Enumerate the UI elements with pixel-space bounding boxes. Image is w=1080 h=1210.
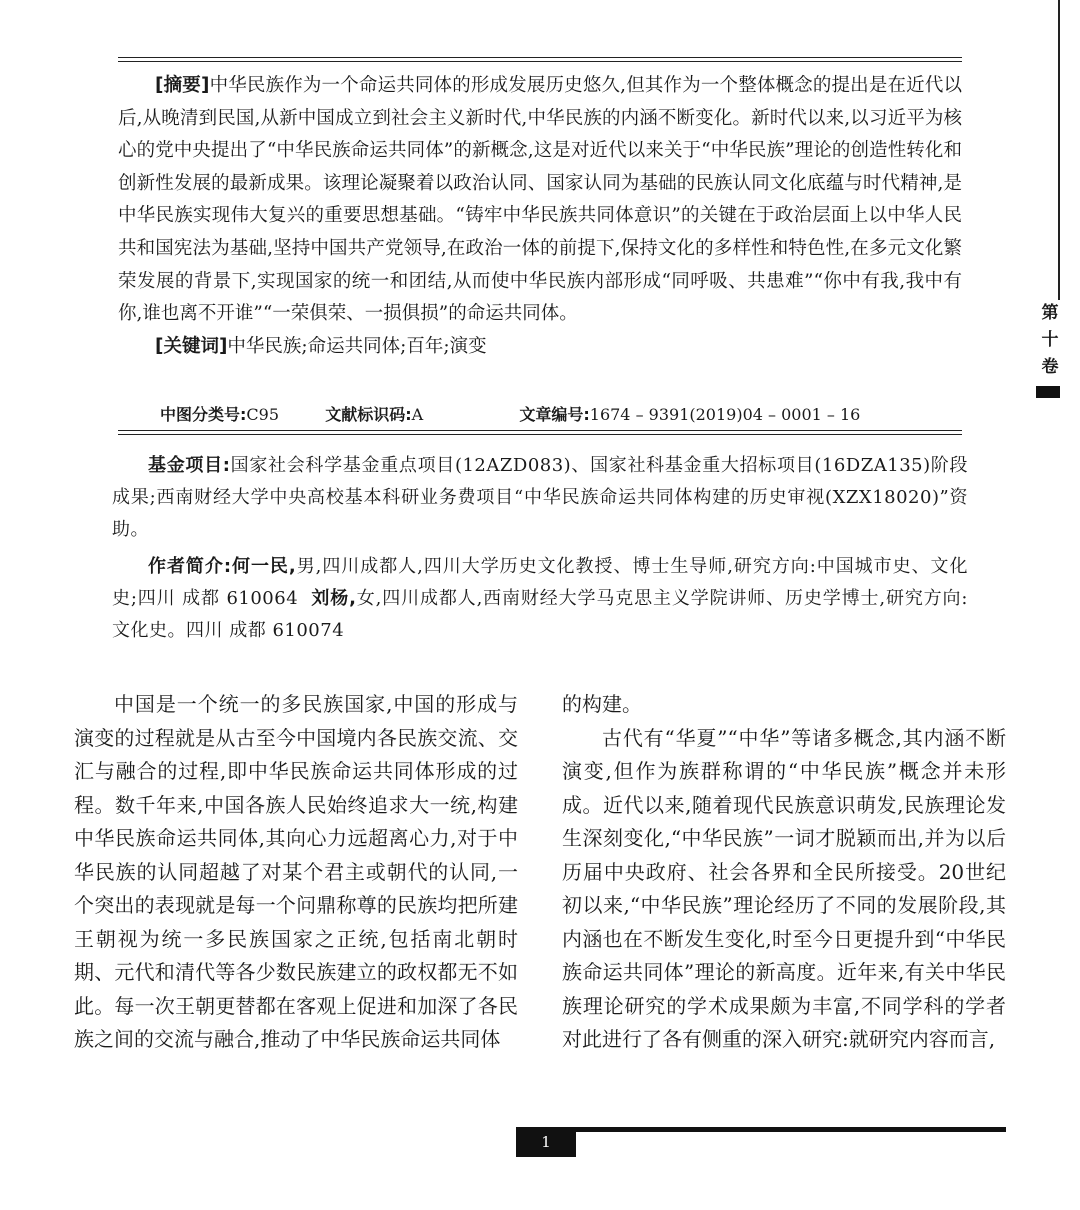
side-tab-marker <box>1036 386 1060 398</box>
footer-bar <box>576 1127 1006 1132</box>
body-continuation: 的构建。 <box>562 692 642 716</box>
article-no-value: 1674 – 9391(2019)04 – 0001 – 16 <box>589 405 861 424</box>
page-number: 1 <box>516 1127 576 1157</box>
author1-name: 何一民, <box>231 555 297 577</box>
side-tab-char: 卷 <box>1041 357 1059 377</box>
abstract-paragraph <box>118 70 962 331</box>
author-label: 作者简介: <box>148 555 232 577</box>
abstract-top-rule-2 <box>118 61 962 62</box>
abstract-bottom-rule-2 <box>118 434 962 435</box>
fund-text: 国家社会科学基金重点项目(12AZD083)、国家社科基金重大招标项目(16DZA135)阶段成果;西南财经大学中央高校基本科研业务费项目“中华民族命运共同体构建的历史审视(XZX18020)”资助。 <box>112 455 968 541</box>
abstract-text: 中华民族作为一个命运共同体的形成发展历史悠久,但其作为一个整体概念的提出是在近代以后,从晚清到民国,从新中国成立到社会主义新时代,中华民族的内涵不断变化。新时代以来,以习近平为核心的党中央提出了“中华民族命运共同体”的新概念,这是对近代以来关于“中华民族”理论的创造性转化和创新性发展的最新成果。该理论凝聚着以政治认同、国家认同为基础的民族认同文化底蕴与时代精神,是中华民族实现伟大复兴的重要思想基础。“铸牢中华民族共同体意识”的关键在于政治层面上以中华人民共和国宪法为基础,坚持中国共产党领导,在政治一体的前提下,保持文化的多样性和特色性,在多元文化繁荣发展的背景下,实现国家的统一和团结,从而使中华民族内部形成“同呼吸、共患难”“你中有我,我中有你,谁也离不开谁”“一荣俱荣、一损俱损”的命运共同体。 <box>118 75 962 325</box>
author2-name: 刘杨, <box>311 587 357 609</box>
abstract-label: [摘要] <box>155 75 210 96</box>
fund-paragraph <box>112 450 968 547</box>
body-column-right <box>562 688 1006 1057</box>
clc-label: 中图分类号: <box>160 405 247 424</box>
abstract-top-rule <box>118 57 962 58</box>
keywords-label: [关键词] <box>155 335 228 357</box>
right-margin-rule <box>1058 0 1060 300</box>
author1-text: 男,四川成都人,四川大学历史文化教授、博士生导师,研究方向:中国城市史、文化史;四川 成都 610064 <box>112 555 968 609</box>
fund-label: 基金项目: <box>148 455 231 476</box>
article-no-label: 文章编号: <box>519 405 590 424</box>
abstract-block <box>118 70 962 363</box>
keywords-text: 中华民族;命运共同体;百年;演变 <box>227 335 487 357</box>
fund-author-block <box>112 450 968 647</box>
doc-code-label: 文献标识码: <box>325 405 412 424</box>
abstract-bottom-rule <box>118 430 962 431</box>
doc-code-value: A <box>411 405 424 424</box>
body-column-left <box>74 688 518 1057</box>
author2-text: 女,四川成都人,西南财经大学马克思主义学院讲师、历史学博士,研究方向:文化史。四川 成都 610074 <box>112 587 968 642</box>
keywords-line <box>118 331 962 364</box>
side-tab-char: 十 <box>1041 330 1059 350</box>
clc-value: C95 <box>246 405 280 424</box>
body-paragraph: 中国是一个统一的多民族国家,中国的形成与演变的过程就是从古至今中国境内各民族交流、交汇与融合的过程,即中华民族命运共同体形成的过程。数千年来,中国各族人民始终追求大一统,构建中华民族命运共同体,其向心力远超离心力,对于中华民族的认同超越了对某个君主或朝代的认同,一个突出的表现就是每一个问鼎称尊的民族均把所建王朝视为统一多民族国家之正统,包括南北朝时期、元代和清代等各少数民族建立的政权都无不如此。每一次王朝更替都在客观上促进和加深了各民族之间的交流与融合,推动了中华民族命运共同体 <box>74 692 518 1051</box>
volume-side-tab <box>1037 300 1063 381</box>
side-tab-char: 第 <box>1041 303 1059 323</box>
classification-line <box>160 402 920 425</box>
author-paragraph <box>112 551 968 648</box>
body-paragraph: 古代有“华夏”“中华”等诸多概念,其内涵不断演变,但作为族群称谓的“中华民族”概念并未形成。近代以来,随着现代民族意识萌发,民族理论发生深刻变化,“中华民族”一词才脱颖而出,并为以后历届中央政府、社会各界和全民所接受。20世纪初以来,“中华民族”理论经历了不同的发展阶段,其内涵也在不断发生变化,时至今日更提升到“中华民族命运共同体”理论的新高度。近年来,有关中华民族理论研究的学术成果颇为丰富,不同学科的学者对此进行了各有侧重的深入研究:就研究内容而言, <box>562 725 1006 1051</box>
